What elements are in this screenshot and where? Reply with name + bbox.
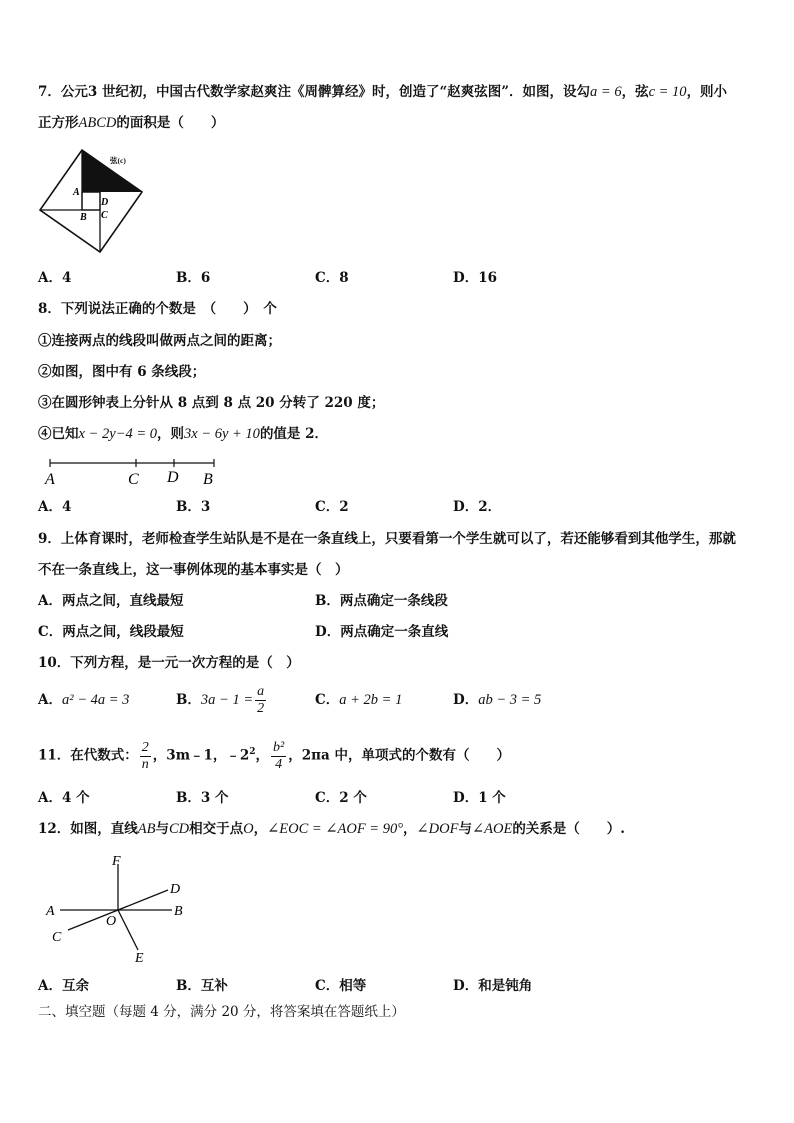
q12-p7: 的关系是（ ）. xyxy=(512,821,626,837)
q7-line1 xyxy=(38,82,727,102)
q8-s4-expression: 3x − 6y + 10 xyxy=(183,426,260,442)
q11-stem xyxy=(38,733,510,775)
q11-option-a: A．4 个 xyxy=(38,790,90,806)
q12-figure xyxy=(40,850,200,966)
q10-c-equation: a + 2b = 1 xyxy=(339,692,403,708)
q11-option-c: C．2 个 xyxy=(315,790,367,806)
q7-abcd: ABCD xyxy=(78,115,117,131)
q8-point-a: A xyxy=(45,471,55,488)
q12-angle-equation: ∠EOC = ∠AOF = 90° xyxy=(267,821,404,837)
q10-a-label: A． xyxy=(38,692,62,708)
q7-fig-A: A xyxy=(73,187,80,198)
q12-p2: 与 xyxy=(155,821,170,837)
q8-s4-prefix: ④已知 xyxy=(38,426,79,442)
q12-fig-A: A xyxy=(46,904,55,919)
q8-point-b: B xyxy=(203,471,213,488)
q7-sep: ，弦 xyxy=(621,84,649,100)
q8-statement-1: ①连接两点的线段叫做两点之间的距离； xyxy=(38,333,281,349)
q12-fig-D: D xyxy=(170,882,181,897)
q12-p4: ， xyxy=(253,821,268,837)
q8-statement-3: ③在圆形钟表上分针从 8 点到 8 点 20 分转了 220 度； xyxy=(38,395,385,411)
q12-line-ab: AB xyxy=(137,821,156,837)
q12-option-a: A．互余 xyxy=(38,978,89,994)
q12-fig-B: B xyxy=(174,904,183,919)
q12-fig-E: E xyxy=(135,951,144,966)
q10-d-label: D． xyxy=(453,692,479,708)
q10-option-c xyxy=(315,690,402,710)
q11-fraction-1 xyxy=(140,740,151,773)
q8-point-d: D xyxy=(167,469,179,486)
q8-s4-suffix: 的值是 2． xyxy=(259,426,329,442)
q11-option-b: B．3 个 xyxy=(176,790,229,806)
q7-text2b: 的面积是（ ） xyxy=(116,115,225,131)
q9-option-c: C．两点之间，线段最短 xyxy=(38,624,184,640)
q9-option-b: B．两点确定一条线段 xyxy=(315,593,448,609)
q8-option-d: D．2． xyxy=(453,499,502,515)
q8-segment-figure xyxy=(40,455,225,489)
q10-option-b xyxy=(176,682,268,718)
q12-fig-F: F xyxy=(112,854,121,869)
q7-line2 xyxy=(38,113,224,133)
q12-fig-O: O xyxy=(106,914,117,929)
q11-option-d: D．1 个 xyxy=(453,790,506,806)
q12-option-d: D．和是钝角 xyxy=(453,978,533,994)
q11-exponent: 2 xyxy=(249,747,256,757)
q7-option-a: A．4 xyxy=(38,270,72,286)
q12-p3: 相交于点 xyxy=(189,821,244,837)
q7-fig-B: B xyxy=(80,212,87,223)
q10-b-left: 3a − 1 = xyxy=(200,692,254,708)
q10-option-d xyxy=(453,690,541,710)
q10-b-numerator: a xyxy=(257,684,265,699)
q12-point-o: O xyxy=(243,821,254,837)
q7-option-d: D．16 xyxy=(453,270,497,286)
q12-option-c: C．相等 xyxy=(315,978,367,994)
section-2-heading: 二、填空题（每题 4 分，满分 20 分，将答案填在答题纸上） xyxy=(38,1004,405,1020)
q12-angle-aoe: ∠AOE xyxy=(471,821,513,837)
q8-option-a: A．4 xyxy=(38,499,72,515)
q9-option-d: D．两点确定一条直线 xyxy=(315,624,449,640)
q7-fig-C: C xyxy=(101,210,108,221)
q7-c-value: c = 10 xyxy=(648,84,687,100)
q9-option-a: A．两点之间，直线最短 xyxy=(38,593,184,609)
q8-statement-2: ②如图，图中有 6 条线段； xyxy=(38,364,206,380)
q11-f2-num: b² xyxy=(273,739,285,755)
q12-line-cd: CD xyxy=(169,821,190,837)
q7-a-value: a = 6 xyxy=(590,84,622,100)
q12-fig-C: C xyxy=(52,930,62,945)
q8-point-c: C xyxy=(128,471,139,488)
q8-s4-equation: x − 2y−4 = 0 xyxy=(78,426,157,442)
q8-option-c: C．2 xyxy=(315,499,349,515)
q7-text: 7．公元3 世纪初，中国古代数学家赵爽注《周髀算经》时，创造了“赵爽弦图”．如图，设勾 xyxy=(38,84,591,100)
q9-line1: 9．上体育课时，老师检查学生站队是不是在一条直线上，只要看第一个学生就可以了，若还能够看到其他学生，那就 xyxy=(38,531,736,547)
q12-stem xyxy=(38,819,625,839)
q8-stem: 8．下列说法正确的个数是 （ ） 个 xyxy=(38,301,277,317)
q11-suffix: ，2πa 中，单项式的个数有（ ） xyxy=(288,747,510,764)
q8-statement-4 xyxy=(38,424,328,444)
q10-b-fraction xyxy=(255,684,266,717)
q12-p5: ， xyxy=(403,821,417,837)
q11-f1-den: n xyxy=(141,756,149,772)
q8-option-b: B．3 xyxy=(176,499,211,515)
q11-f2-den: 4 xyxy=(275,756,283,772)
q10-stem: 10．下列方程，是一元一次方程的是（ ） xyxy=(38,655,300,671)
q11-mid2: ， xyxy=(255,747,270,764)
q12-option-b: B．互补 xyxy=(176,978,228,994)
q10-a-equation: a² − 4a = 3 xyxy=(61,692,130,708)
q10-option-a xyxy=(38,690,129,710)
q11-mid1: ，3m﹣1，﹣2 xyxy=(152,747,250,764)
q10-c-label: C． xyxy=(315,692,340,708)
q11-prefix: 11．在代数式： xyxy=(38,747,138,764)
q11-f1-num: 2 xyxy=(141,739,149,755)
q10-d-equation: ab − 3 = 5 xyxy=(478,692,542,708)
q7-text2a: 正方形 xyxy=(38,115,79,131)
q7-option-b: B．6 xyxy=(176,270,211,286)
q12-angle-dof: ∠DOF xyxy=(416,821,459,837)
q12-p6: 与 xyxy=(458,821,472,837)
q8-s4-then: ，则 xyxy=(156,426,184,442)
q10-b-denominator: 2 xyxy=(257,701,265,716)
q9-line2: 不在一条直线上，这一事例体现的基本事实是（ ） xyxy=(38,562,349,578)
q7-figure xyxy=(36,146,148,256)
q7-option-c: C．8 xyxy=(315,270,349,286)
q12-p1: 12．如图，直线 xyxy=(38,821,138,837)
q10-b-label: B． xyxy=(176,692,201,708)
q7-fig-chord-label: 弦(c) xyxy=(110,156,126,165)
q11-fraction-2 xyxy=(271,740,286,773)
q7-fig-D: D xyxy=(101,197,109,208)
q7-tail: ，则小 xyxy=(686,84,728,100)
